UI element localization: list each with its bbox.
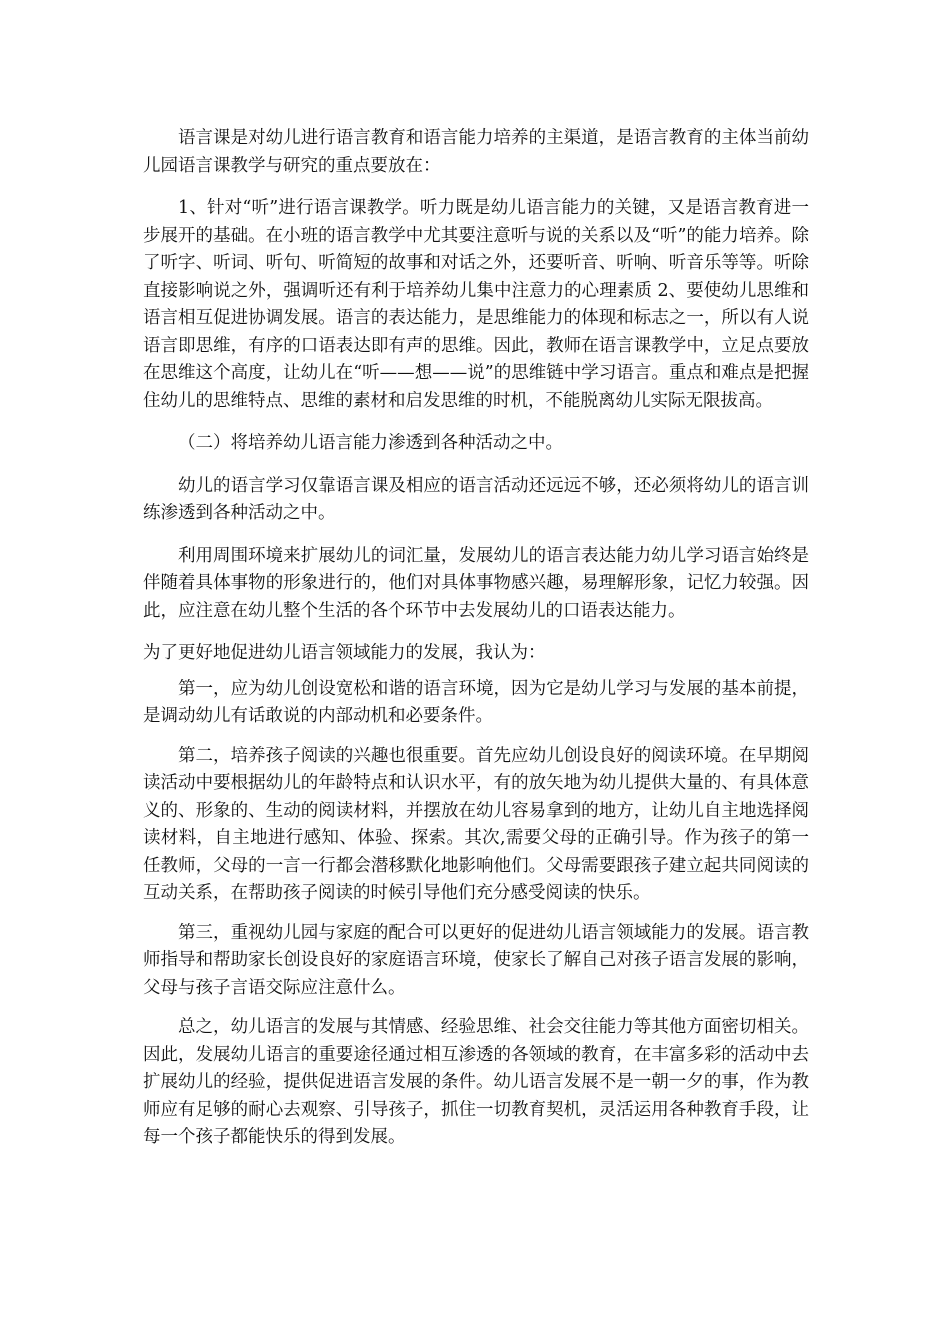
- paragraph-activities: 幼儿的语言学习仅靠语言课及相应的语言活动还远远不够，还必须将幼儿的语言训练渗透到各种活动之中。: [143, 475, 809, 523]
- document-page: [143, 125, 809, 1152]
- paragraph-intro: 语言课是对幼儿进行语言教育和语言能力培养的主渠道，是语言教育的主体当前幼儿园语言课教学与研究的重点要放在：: [143, 128, 809, 176]
- paragraph-first: 第一，应为幼儿创设宽松和谐的语言环境，因为它是幼儿学习与发展的基本前提，是调动幼儿有话敢说的内部动机和必要条件。: [143, 678, 809, 726]
- paragraph-listening: 1、针对“听”进行语言课教学。听力既是幼儿语言能力的关键，又是语言教育进一步展开的基础。在小班的语言教学中尤其要注意听与说的关系以及“听”的能力培养。除了听字、听词、听句、听简短的故事和对话之外，还要听音、听响、听音乐等等。听除直接影响说之外，强调听还有利于培养幼儿集中注意力的心理素质 2、要使幼儿思维和语言相互促进协调发展。语言的表达能力，是思维能力的体现和标志之一，所以有人说语言即思维，有序的口语表达即有声的思维。因此，教师在语言课教学中，立足点要放在思维这个高度，让幼儿在“听——想——说”的思维链中学习语言。重点和难点是把握住幼儿的思维特点、思维的素材和启发思维的时机，不能脱离幼儿实际无限拔高。: [143, 198, 809, 411]
- paragraph-third: 第三，重视幼儿园与家庭的配合可以更好的促进幼儿语言领域能力的发展。语言教师指导和帮助家长创设良好的家庭语言环境，使家长了解自己对孩子语言发展的影响，父母与孩子言语交际应注意什么。: [143, 922, 809, 998]
- section-heading-activities: （二）将培养幼儿语言能力渗透到各种活动之中。: [178, 433, 563, 453]
- paragraph-conclusion: 总之，幼儿语言的发展与其情感、经验思维、社会交往能力等其他方面密切相关。因此，发展幼儿语言的重要途径通过相互渗透的各领域的教育，在丰富多彩的活动中去扩展幼儿的经验，提供促进语言发展的条件。幼儿语言发展不是一朝一夕的事，作为教师应有足够的耐心去观察、引导孩子，抓住一切教育契机，灵活运用各种教育手段，让每一个孩子都能快乐的得到发展。: [143, 1017, 809, 1147]
- paragraph-opinion-lead: 为了更好地促进幼儿语言领域能力的发展，我认为：: [143, 643, 546, 663]
- paragraph-environment: 利用周围环境来扩展幼儿的词汇量，发展幼儿的语言表达能力幼儿学习语言始终是伴随着具体事物的形象进行的，他们对具体事物感兴趣，易理解形象，记忆力较强。因此，应注意在幼儿整个生活的各个环节中去发展幼儿的口语表达能力。: [143, 545, 809, 621]
- paragraph-second: 第二，培养孩子阅读的兴趣也很重要。首先应幼儿创设良好的阅读环境。在早期阅读活动中要根据幼儿的年龄特点和认识水平，有的放矢地为幼儿提供大量的、有具体意义的、形象的、生动的阅读材料，并摆放在幼儿容易拿到的地方，让幼儿自主地选择阅读材料，自主地进行感知、体验、探索。其次,需要父母的正确引导。作为孩子的第一任教师，父母的一言一行都会潜移默化地影响他们。父母需要跟孩子建立起共同阅读的互动关系，在帮助孩子阅读的时候引导他们充分感受阅读的快乐。: [143, 745, 809, 903]
